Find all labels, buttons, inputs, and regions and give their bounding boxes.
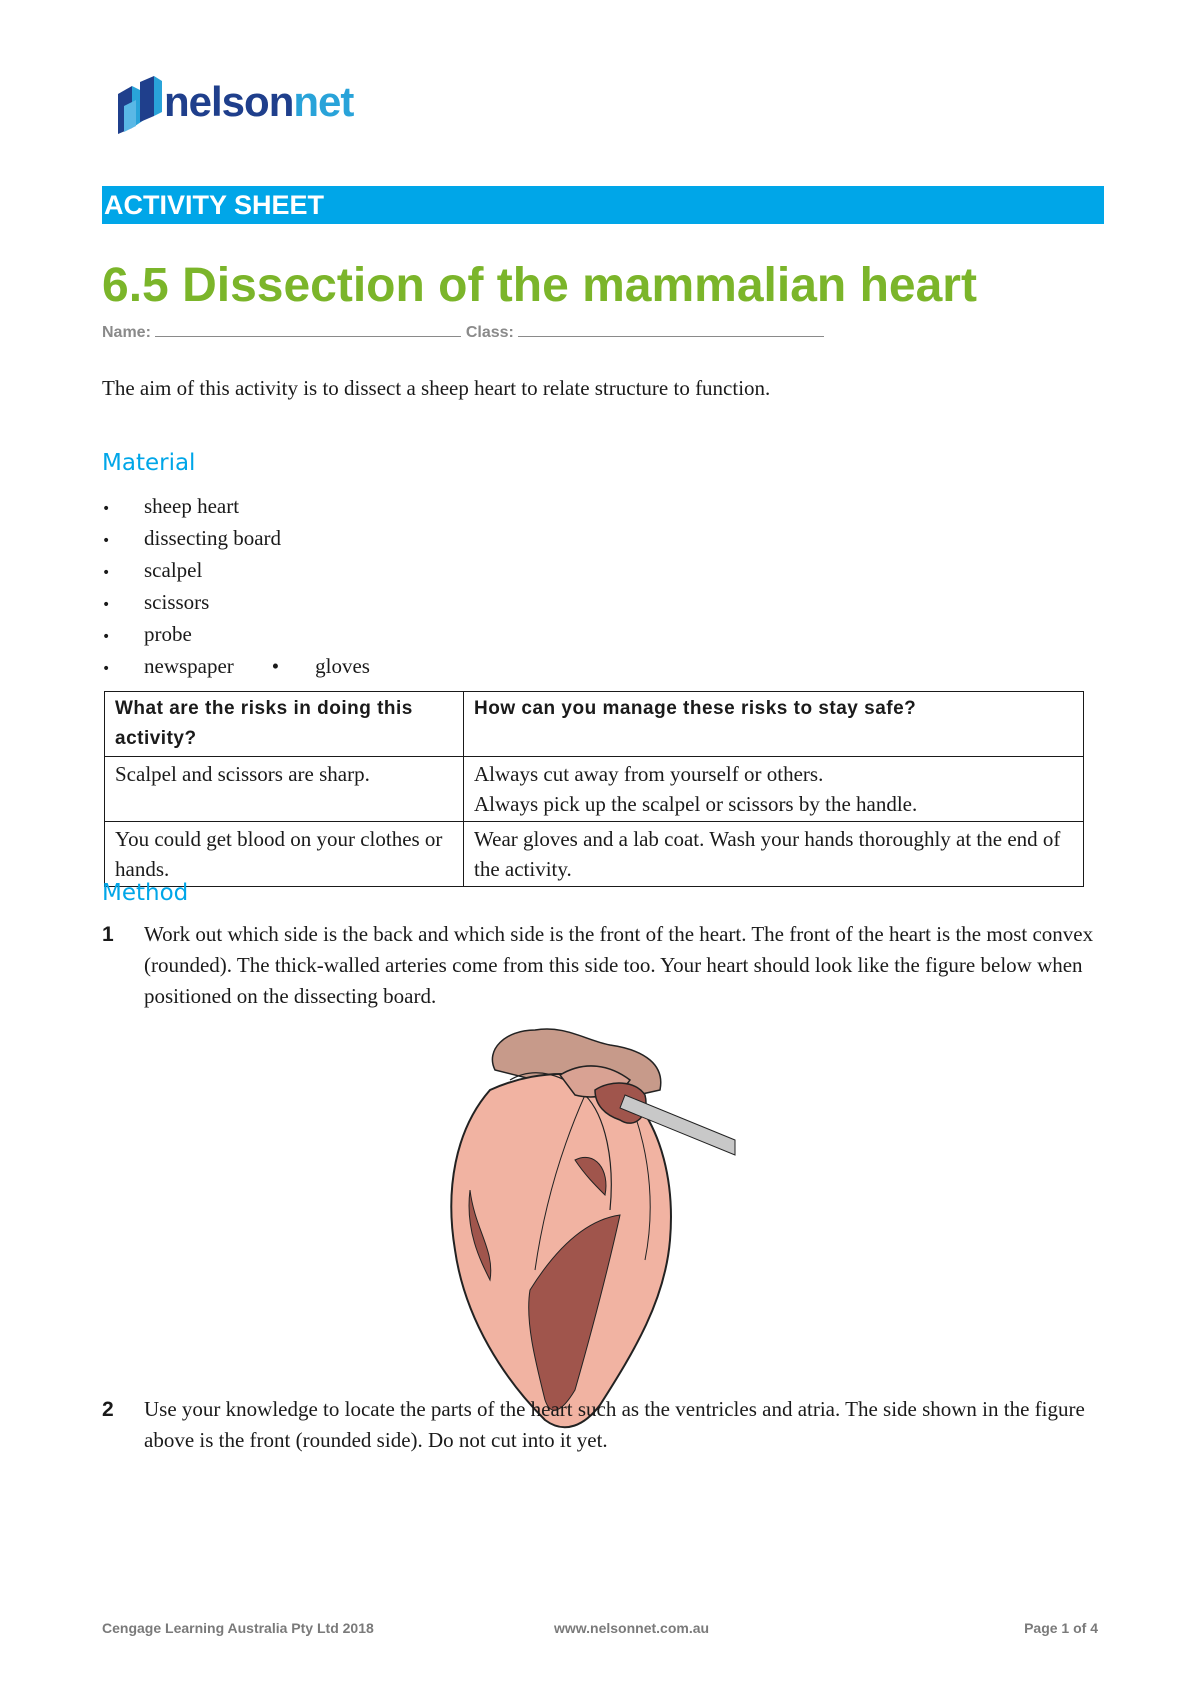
cube-logo-icon xyxy=(110,76,164,138)
activity-sheet-banner: ACTIVITY SHEET xyxy=(102,186,1104,224)
footer-page-number: Page 1 of 4 xyxy=(1024,1620,1098,1636)
bullet-icon: • xyxy=(102,565,111,581)
step-text: Work out which side is the back and which side is the front of the heart. The front of the heart is the most convex (rounded). The thick-walled arteries come from this side too. Your heart should look like the figure below when positioned on the dissecting board. xyxy=(144,922,1094,1008)
material-item: newspaper xyxy=(144,654,234,678)
class-label: Class: xyxy=(465,324,514,341)
table-header-row xyxy=(105,692,1084,757)
page-footer xyxy=(102,1620,1098,1642)
material-item: scalpel xyxy=(144,558,203,582)
step-text: Use your knowledge to locate the parts of the heart such as the ventricles and atria. The side shown in the figure above is the front (rounded side). Do not cut into it yet. xyxy=(144,1397,1085,1452)
risk-cell: You could get blood on your clothes or hands. xyxy=(105,822,464,887)
manage-line: Always cut away from yourself or others. xyxy=(474,762,824,786)
list-item xyxy=(102,522,370,554)
table-row xyxy=(105,757,1084,822)
list-item xyxy=(102,650,370,682)
list-item xyxy=(102,554,370,586)
risks-table xyxy=(104,691,1084,887)
sheep-heart-illustration xyxy=(435,1020,775,1440)
material-item: sheep heart xyxy=(144,494,240,518)
bullet-icon: • xyxy=(102,629,111,645)
page-title: 6.5 Dissection of the mammalian heart xyxy=(102,259,977,312)
list-item xyxy=(102,618,370,650)
step-number: 1 xyxy=(102,923,114,946)
table-row xyxy=(105,822,1084,887)
manage-line: Always pick up the scalpel or scissors by the handle. xyxy=(474,792,918,816)
name-class-line xyxy=(102,322,824,342)
step-number: 2 xyxy=(102,1398,114,1421)
aim-text: The aim of this activity is to dissect a sheep heart to relate structure to function. xyxy=(102,376,771,400)
heart-drawing xyxy=(451,1029,735,1427)
method-step-1 xyxy=(102,919,1104,1012)
logo-word-net: net xyxy=(293,78,354,125)
manage-line: Wear gloves and a lab coat. Wash your hands thoroughly at the end of the activity. xyxy=(474,827,1061,881)
method-step-2 xyxy=(102,1394,1104,1456)
table-header-cell: What are the risks in doing this activity? xyxy=(105,692,464,757)
list-item xyxy=(102,490,370,522)
method-heading: Method xyxy=(102,880,189,906)
logo-word-nelson: nelson xyxy=(164,78,294,125)
bullet-icon: • xyxy=(102,501,111,517)
table-header-cell: How can you manage these risks to stay safe? xyxy=(464,692,1084,757)
material-item: gloves xyxy=(315,654,370,678)
bullet-icon: • xyxy=(102,597,111,613)
footer-url[interactable]: www.nelsonnet.com.au xyxy=(554,1620,710,1636)
manage-cell xyxy=(464,757,1084,822)
list-item xyxy=(102,586,370,618)
material-item: probe xyxy=(144,622,192,646)
bullet-icon: • xyxy=(271,654,280,678)
material-heading: Material xyxy=(102,450,196,476)
name-label: Name: xyxy=(102,324,151,341)
bullet-icon: • xyxy=(102,661,111,677)
class-blank[interactable] xyxy=(518,322,824,337)
manage-cell xyxy=(464,822,1084,887)
footer-copyright: Cengage Learning Australia Pty Ltd 2018 xyxy=(102,1620,374,1636)
nelsonnet-logo xyxy=(110,76,400,138)
material-item: scissors xyxy=(144,590,210,614)
risk-cell: Scalpel and scissors are sharp. xyxy=(105,757,464,822)
bullet-icon: • xyxy=(102,533,111,549)
material-item: dissecting board xyxy=(144,526,282,550)
material-list xyxy=(102,490,370,682)
name-blank[interactable] xyxy=(155,322,461,337)
logo-wordmark xyxy=(164,78,353,126)
